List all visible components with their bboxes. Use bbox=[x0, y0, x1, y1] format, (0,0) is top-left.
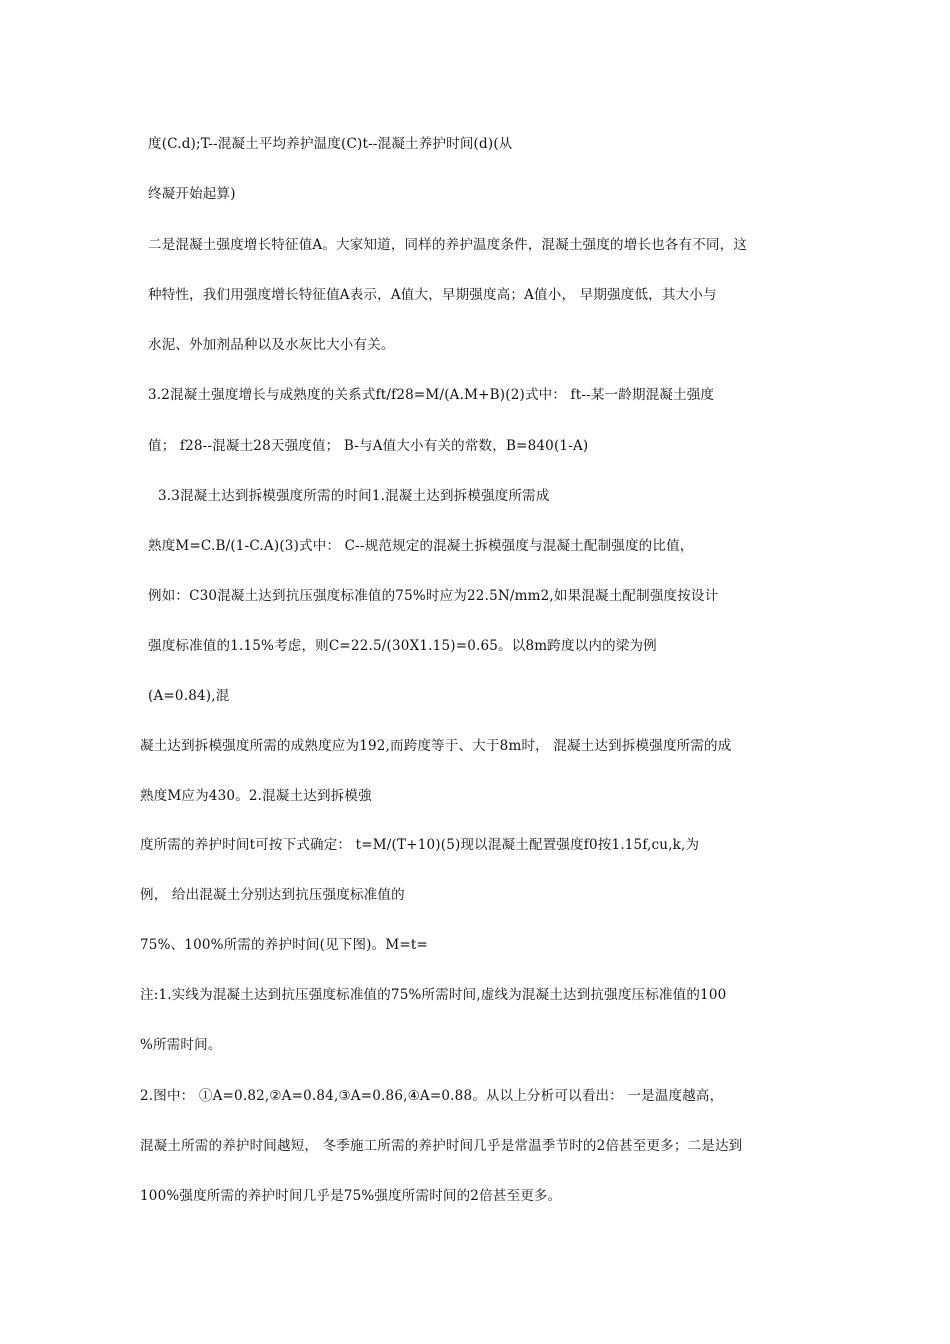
paragraph-line: 熟度M=C.B/(1-C.A)(3)式中： C--规范规定的混凝土拆模强度与混凝土配制强度的比值， bbox=[148, 538, 694, 554]
paragraph-line: 度(C.d);T--混凝土平均养护温度(C)t--混凝土养护时间(d)(从 bbox=[148, 136, 513, 152]
paragraph-line: 100%强度所需的养护时间几乎是75%强度所需时间的2倍甚至更多。 bbox=[140, 1188, 562, 1204]
section-heading-3-3: 3.3混凝土达到拆模强度所需的时间1.混凝土达到拆模强度所需成 bbox=[158, 488, 550, 504]
note-line: %所需时间。 bbox=[140, 1037, 222, 1053]
paragraph-line: 值； f28--混凝土28天强度值； B-与A值大小有关的常数，B=840(1-A) bbox=[148, 438, 589, 454]
section-heading-3-2: 3.2混凝土强度增长与成熟度的关系式ft/f28=M/(A.M+B)(2)式中： ft--某一龄期混凝土强度 bbox=[148, 387, 715, 403]
paragraph-line: 种特性，我们用强度增长特征值A表示，A值大，早期强度高；A值小， 早期强度低，其大小与 bbox=[148, 287, 717, 303]
paragraph-line: 水泥、外加剂品种以及水灰比大小有关。 bbox=[148, 337, 395, 353]
paragraph-line: 例， 给出混凝土分别达到抗压强度标准值的 bbox=[140, 887, 405, 903]
paragraph-line: 2.图中： ①A=0.82,②A=0.84,③A=0.86,④A=0.88。从以上分析可以看出： 一是温度越高， bbox=[140, 1088, 724, 1104]
paragraph-line: 强度标准值的1.15%考虑，则C=22.5/(30X1.15)=0.65。以8m跨度以内的梁为例 bbox=[148, 638, 657, 654]
paragraph-line: 混凝土所需的养护时间越短， 冬季施工所需的养护时间几乎是常温季节时的2倍甚至更多；二是达到 bbox=[140, 1138, 743, 1154]
paragraph-line: (A=0.84),混 bbox=[148, 688, 230, 704]
paragraph-line: 例如：C30混凝土达到抗压强度标准值的75%时应为22.5N/mm2,如果混凝土配制强度按设计 bbox=[148, 588, 719, 604]
paragraph-line: 熟度M应为430。2.混凝土达到拆模強 bbox=[140, 788, 372, 804]
paragraph-line: 度所需的养护时间t可按下式确定： t=M/(T+10)(5)现以混凝土配置强度f0按1.15f,cu,k,为 bbox=[140, 837, 700, 853]
note-line: 注:1.实线为混凝土达到抗压强度标准值的75%所需时间,虚线为混凝土达到抗强度压标准值的100 bbox=[140, 987, 727, 1003]
paragraph-line: 凝土达到拆模强度所需的成熟度应为192,而跨度等于、大于8m时， 混凝土达到拆模强度所需的成 bbox=[140, 738, 732, 754]
paragraph-line: 75%、100%所需的养护时间(见下图)。M=t= bbox=[140, 937, 429, 953]
paragraph-line: 终凝开始起算) bbox=[148, 186, 236, 202]
paragraph-line: 二是混凝土强度增长特征值A。大家知道，同样的养护温度条件，混凝土强度的增长也各有不同，这 bbox=[148, 237, 748, 253]
